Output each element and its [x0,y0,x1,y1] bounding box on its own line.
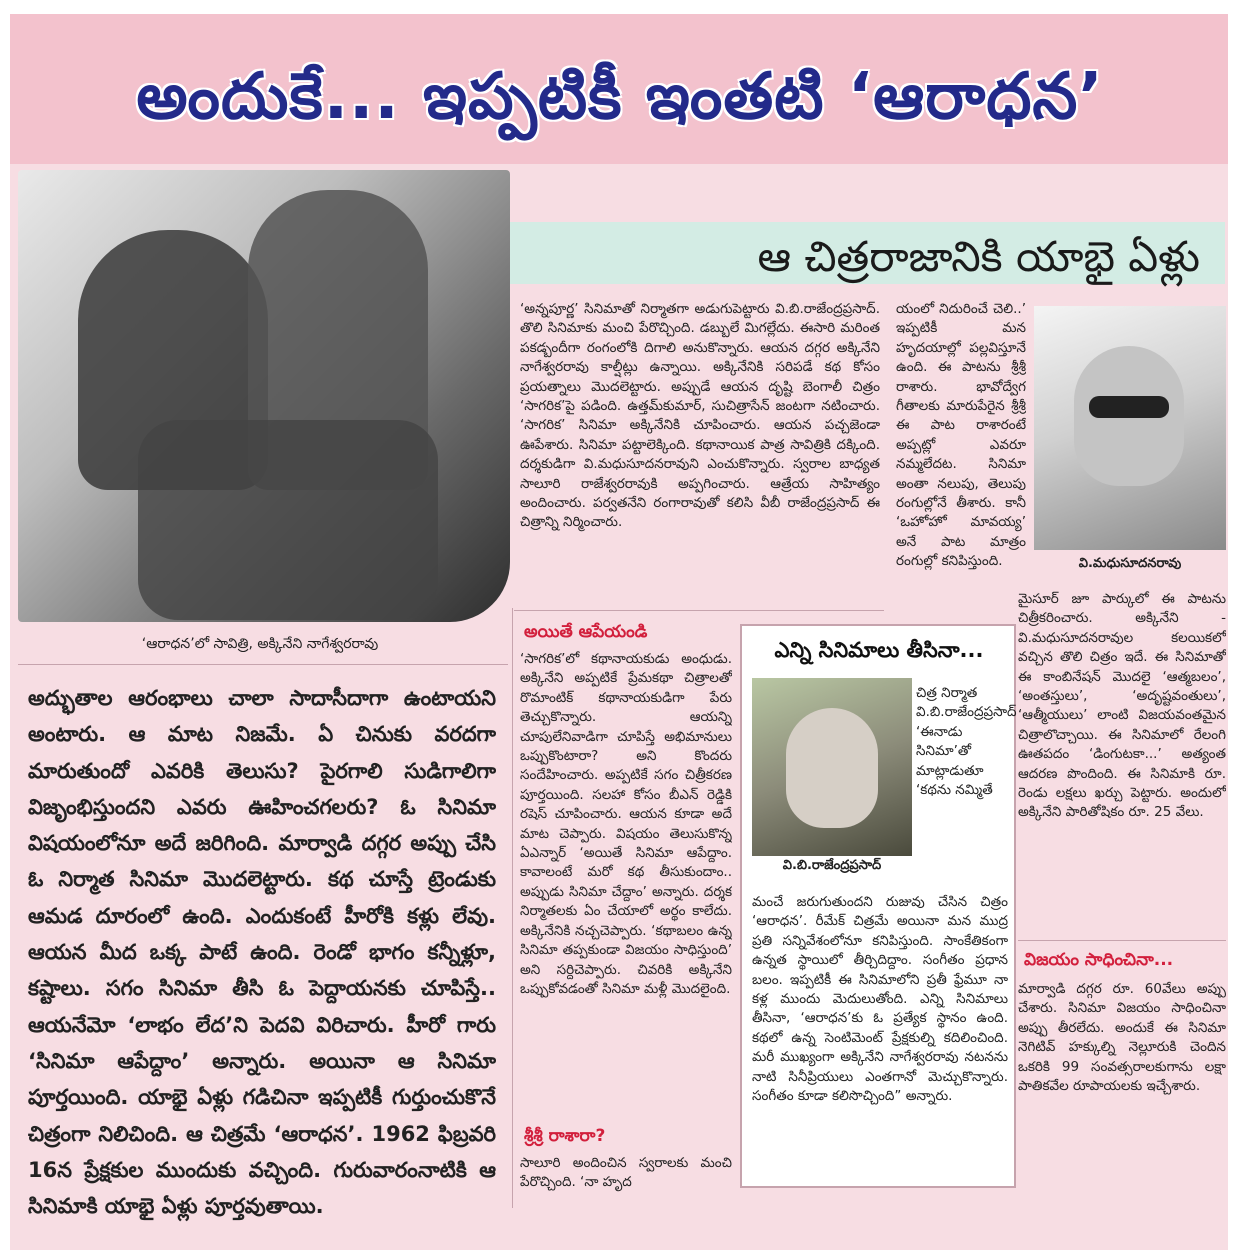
interview-side-text: చిత్ర నిర్మాత వి.బి.రాజేంద్రప్రసాద్ ‘ఈనాడు సినిమా’తో మాట్లాడుతూ ‘కథను నమ్మితే [916,685,1017,799]
producer-face [786,708,878,828]
interview-box-title: ఎన్ని సినిమాలు తీసినా... [774,638,984,662]
column-4-top: మైసూర్ జూ పార్కులో ఈ పాటను చిత్రీకరించారు. అక్కినేని - వి.మధుసూదనరావుల కలయికలో వచ్చిన తొలి చిత్రం ఇదే. ఈ సినిమాతో ఈ కాంబినేషన్ మొదలై ‘ఆత్మబలం’, ‘అంతస్తులు’, ‘అదృష్టవంతులు’, ‘ఆత్మీయులు’ లాంటి విజయవంతమైన చిత్రాలొచ్చాయి. ఈ సినిమాలో రేలంగి ఊతపదం ‘డింగుటకా...’ అత్యంత ఆదరణ పొందింది. ఈ సినిమాకి రూ. రెండు లక్షలు ఖర్చు పెట్టారు. అందులో అక్కినేని పారితోషికం రూ. 25 వేలు. [1018,591,1226,821]
subheadline: ఆ చిత్రరాజానికి యాభై ఏళ్లు [757,232,1200,281]
section-rule [514,610,884,611]
column-2-middle: ‘సాగరిక’లో కథానాయకుడు అంధుడు. అక్కినేని అప్పటికే ప్రేమకథా చిత్రాలతో రొమాంటిక్ కథానాయకుడిగా పేరు తెచ్చుకొన్నారు. ఆయన్ని చూపులేనివాడిగా చూపిస్తే అభిమానులు ఒప్పుకొంటారా? అని కొందరు సందేహించారు. అప్పటికే సగం చిత్రీకరణ పూర్తయింది. సలహా కోసం బీఎన్ రెడ్డికి రషెస్ చూపించారు. ఆయన కూడా అదే మాట చెప్పారు. విషయం తెలుసుకొన్న ఏఎన్నార్ ‘అయితే సినిమా ఆపేద్దాం. కావాలంటే మరో కథ తీసుకుందాం.. అప్పుడు సినిమా చేద్దాం’ అన్నారు. దర్శక నిర్మాతలకు ఏం చేయాలో అర్థం కాలేదు. అక్కినేనికి నచ్చచెప్పారు. ‘కథాబలం ఉన్న సినిమా తప్పకుండా విజయం సాధిస్తుంది’ అని సర్దిచెప్పారు. చివరికి అక్కినేని ఒప్పుకోవడంతో సినిమా మళ్లీ మొదలైంది. [520,651,732,997]
director-photo [1034,306,1226,550]
intro-paragraph: అద్భుతాల ఆరంభాలు చాలా సాదాసీదాగా ఉంటాయని అంటారు. ఆ మాట నిజమే. ఏ చినుకు వరదగా మారుతుందో ఎవరికి తెలుసు? పైరగాలి సుడిగాలిగా విజృంభిస్తుందని ఎవరు ఊహించగలరు? ఓ సినిమా విషయంలోనూ అదే జరిగింది. మార్వాడి దగ్గర అప్పు చేసి ఓ నిర్మాత సినిమా మొదలెట్టారు. కథ చూస్తే ట్రెండుకు ఆమడ దూరంలో ఉంది. ఎందుకంటే హీరోకి కళ్లు లేవు. ఆయన మీద ఒక్క పాటే ఉంది. రెండో భాగం కన్నీళ్లూ, కష్టాలు. సగం సినిమా తీసి ఓ పెద్దాయనకు చూపిస్తే.. ఆయనేమో ‘లాభం లేద’ని పెదవి విరిచారు. హీరో గారు ‘సినిమా ఆపేద్దాం’ అన్నారు. అయినా ఆ సినిమా పూర్తయింది. యాభై ఏళ్లు గడిచినా ఇప్పటికీ గుర్తుంచుకొనే చిత్రంగా నిలిచింది. ఆ చిత్రమే ‘ఆరాధన’. 1962 ఫిబ్రవరి 16న ప్రేక్షకుల ముందుకు వచ్చింది. గురువారంనాటికి ఆ సినిమాకి యాభై ఏళ్లు పూర్తవుతాయి. [28,686,496,1219]
director-photo-caption: వి.మధుసూదనరావు [1078,556,1182,571]
interview-main-text: మంచే జరుగుతుందని రుజువు చేసిన చిత్రం ‘ఆరాధన’. రీమేక్ చిత్రమే అయినా మన ముద్ర ప్రతి సన్నివేశంలోనూ కనిపిస్తుంది. సాంకేతికంగా ఉన్నత స్థాయిలో తీర్చిదిద్దాం. సంగీతం ప్రధాన బలం. ఇప్పటికీ ఈ సినిమాలోని ప్రతీ ఫ్రేమూ నా కళ్ల ముందు మెదులుతోంది. ఎన్ని సినిమాలు తీసినా, ‘ఆరాధన’కు ఓ ప్రత్యేక స్థానం ఉంది. కథలో ఉన్న సెంటిమెంట్ ప్రేక్షకుల్ని కదిలించింది. మరీ ముఖ్యంగా అక్కినేని నాగేశ్వరరావు నటనను నాటి సినీప్రియులు ఎంతగానో మెచ్చుకొన్నారు. సంగీతం కూడా కలిసొచ్చింది” అన్నారు. [752,894,1008,1105]
column-4-bottom: మార్వాడి దగ్గర రూ. 60వేలు అప్పు చేశారు. సినిమా విజయం సాధించినా అప్పు తీరలేదు. అందుకే ఈ సినిమా నెగిటివ్ హక్కుల్ని నెల్లూరుకి చెందిన ఒకరికి 99 సంవత్సరాలకుగాను లక్షా పాతికవేల రూపాయలకు ఇచ్చేశారు. [1018,981,1226,1095]
producer-photo [752,678,912,856]
section-heading-ayite: అయితే ఆపేయండి [524,622,648,642]
column-2-bottom: సాలూరి అందించిన స్వరాలకు మంచి పేరొచ్చింది. ‘నా హృద [520,1155,732,1191]
section-heading-srisri: శ్రీశ్రీ రాశారా? [524,1126,606,1146]
section-heading-vijayam: విజయం సాధించినా... [1024,950,1174,970]
column-rule [512,608,513,1208]
main-photo [18,170,510,622]
caption-rule [18,664,508,665]
section-rule [1018,940,1226,941]
photo-figure-embrace [138,420,438,620]
producer-photo-caption: వి.బి.రాజేంద్రప్రసాద్ [752,858,912,876]
headline: అందుకే... ఇప్పటికీ ఇంతటి ‘ఆరాధన’ [136,60,1104,134]
sunglasses [1089,396,1169,418]
main-photo-caption: ‘ఆరాధన’లో సావిత్రి, అక్కినేని నాగేశ్వరరావు [141,636,379,652]
column-2-top: ‘అన్నపూర్ణ’ సినిమాతో నిర్మాతగా అడుగుపెట్టారు వి.బి.రాజేంద్రప్రసాద్. తొలి సినిమాకు మంచి పేరొచ్చింది. డబ్బులే మిగల్లేదు. ఈసారి మరింత పకడ్బందీగా రంగంలోకి దిగాలి అనుకొన్నారు. ఆయన దగ్గర అక్కినేని నాగేశ్వరరావు కాల్షీట్లు ఉన్నాయి. అక్కినేనికి సరిపడే కథ కోసం ప్రయత్నాలు మొదలెట్టారు. అప్పుడే ఆయన దృష్టి బెంగాలీ చిత్రం ‘సాగరిక’పై పడింది. ఉత్తమ్‌కుమార్, సుచిత్రాసేన్ జంటగా నటించారు. ‘సాగరిక’ సినిమా అక్కినేనికి చూపించారు. ఆయన పచ్చజెండా ఊపేశారు. సినిమా పట్టాలెక్కింది. కథానాయిక పాత్ర సావిత్రికి దక్కింది. దర్శకుడిగా వి.మధుసూదనరావుని ఎంచుకొన్నారు. స్వరాల బాధ్యత సాలూరి రాజేశ్వరరావుకి అప్పగించారు. ఆత్రేయ సాహిత్యం అందించారు. పర్వతనేని రంగారావుతో కలిసి వీబీ రాజేంద్రప్రసాద్ ఈ చిత్రాన్ని నిర్మించారు. [520,301,880,531]
column-3-top: యంలో నిదురించే చెలి..’ ఇప్పటికీ మన హృదయాల్లో పల్లవిస్తూనే ఉంది. ఈ పాటను శ్రీశ్రీ రాశారు. భావోద్వేగ గీతాలకు మారుపేరైన శ్రీశ్రీ ఈ పాట రాశారంటే అప్పట్లో ఎవరూ నమ్మలేదట. సినిమా అంతా నలుపు, తెలుపు రంగుల్లోనే తీశారు. కానీ ‘ఒహోహో మావయ్య’ అనే పాట మాత్రం రంగుల్లో కనిపిస్తుంది. [896,301,1026,570]
